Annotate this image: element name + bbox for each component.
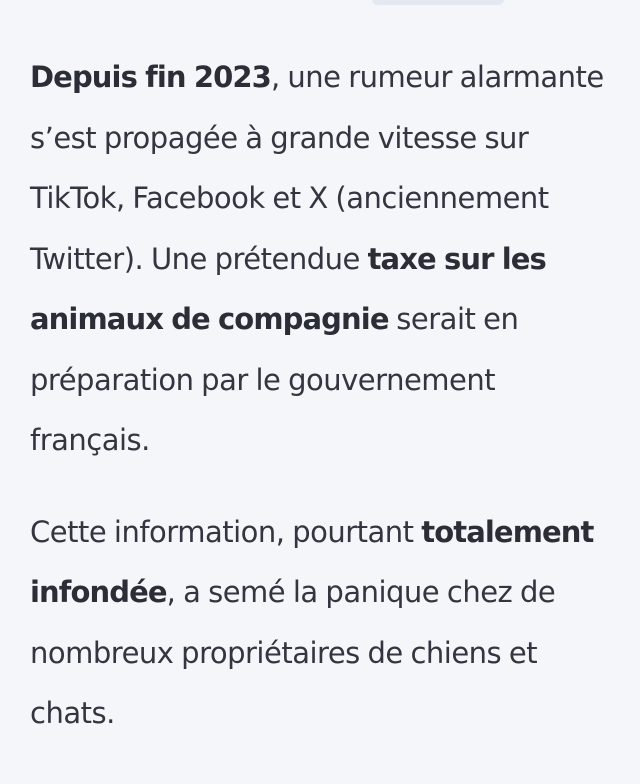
paragraph-2-text-a: Cette information, pourtant [30, 514, 422, 549]
emphasis-date: Depuis fin 2023 [30, 60, 271, 94]
paragraph-1 [30, 47, 620, 471]
paragraph-1-text-a: , une rumeur alarmante s’est propagée à grande vitesse sur TikTok, Facebook et X (anciennement Twitter). Une prétendue [30, 60, 604, 276]
article-body [30, 47, 620, 775]
top-tab-indicator [372, 0, 504, 5]
paragraph-2-text-b: , a semé la panique chez de nombreux propriétaires de chiens et chats. [30, 575, 556, 730]
paragraph-2 [30, 502, 620, 744]
emphasis-unfounded: totalement infondée [30, 514, 594, 609]
emphasis-pet-tax: taxe sur les animaux de compagnie [30, 241, 546, 336]
paragraph-1-text-b: serait en préparation par le gouvernement français. [30, 302, 519, 457]
